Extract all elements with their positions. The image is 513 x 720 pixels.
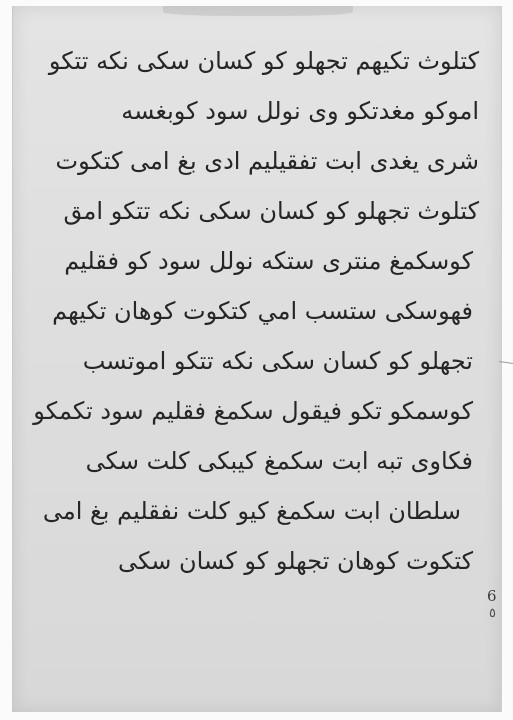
manuscript-line: [33, 286, 479, 336]
manuscript-line: [33, 436, 479, 486]
manuscript-line: [33, 336, 479, 386]
manuscript-line-text: فكاوى تبه ابت سكمغ كيبكى كلت سكى: [85, 447, 473, 475]
manuscript-line: [33, 186, 479, 236]
manuscript-line: [33, 536, 479, 586]
manuscript-line: [33, 36, 479, 86]
manuscript-line: [33, 386, 479, 436]
manuscript-line-text: كتلوث تكيهم تجهلو كو كسان سكى نكه تتكو: [48, 47, 479, 75]
manuscript-line-text: تجهلو كو كسان سكى نكه تتكو اموتسب: [82, 347, 473, 375]
manuscript-line-text: كتكوت كوهان تجهلو كو كسان سكى: [117, 547, 473, 575]
manuscript-line: [33, 236, 479, 286]
manuscript-line-text: كتلوث تجهلو كو كسان سكى نكه تتكو امق: [63, 197, 479, 225]
manuscript-line-text: شرى يغدى ابت تفقيليم ادى بغ امى كتكوت: [55, 147, 479, 175]
margin-mark-primary: 6: [487, 587, 497, 605]
manuscript-text-block: [33, 36, 479, 672]
manuscript-line: [33, 486, 479, 536]
manuscript-line-text: اموكو مغدتكو وى نولل سود كوبغسه: [121, 97, 479, 125]
margin-annotation: [487, 586, 501, 628]
manuscript-line-text: فهوسكى ستسب امي كتكوت كوهان تكيهم: [52, 297, 473, 325]
manuscript-line-text: سلطان ابت سكمغ كيو كلت نفقليم بغ امى: [42, 497, 461, 525]
manuscript-line: [33, 86, 479, 136]
manuscript-line-text: كوسمكو تكو فيقول سكمغ فقليم سود تكمكو: [33, 397, 473, 425]
margin-mark-secondary: ٥: [489, 606, 496, 621]
manuscript-page: [12, 6, 502, 712]
manuscript-line: [33, 136, 479, 186]
paper-stain: [163, 6, 353, 16]
manuscript-line-text: كوسكمغ منترى ستكه نولل سود كو فقليم: [64, 247, 473, 275]
